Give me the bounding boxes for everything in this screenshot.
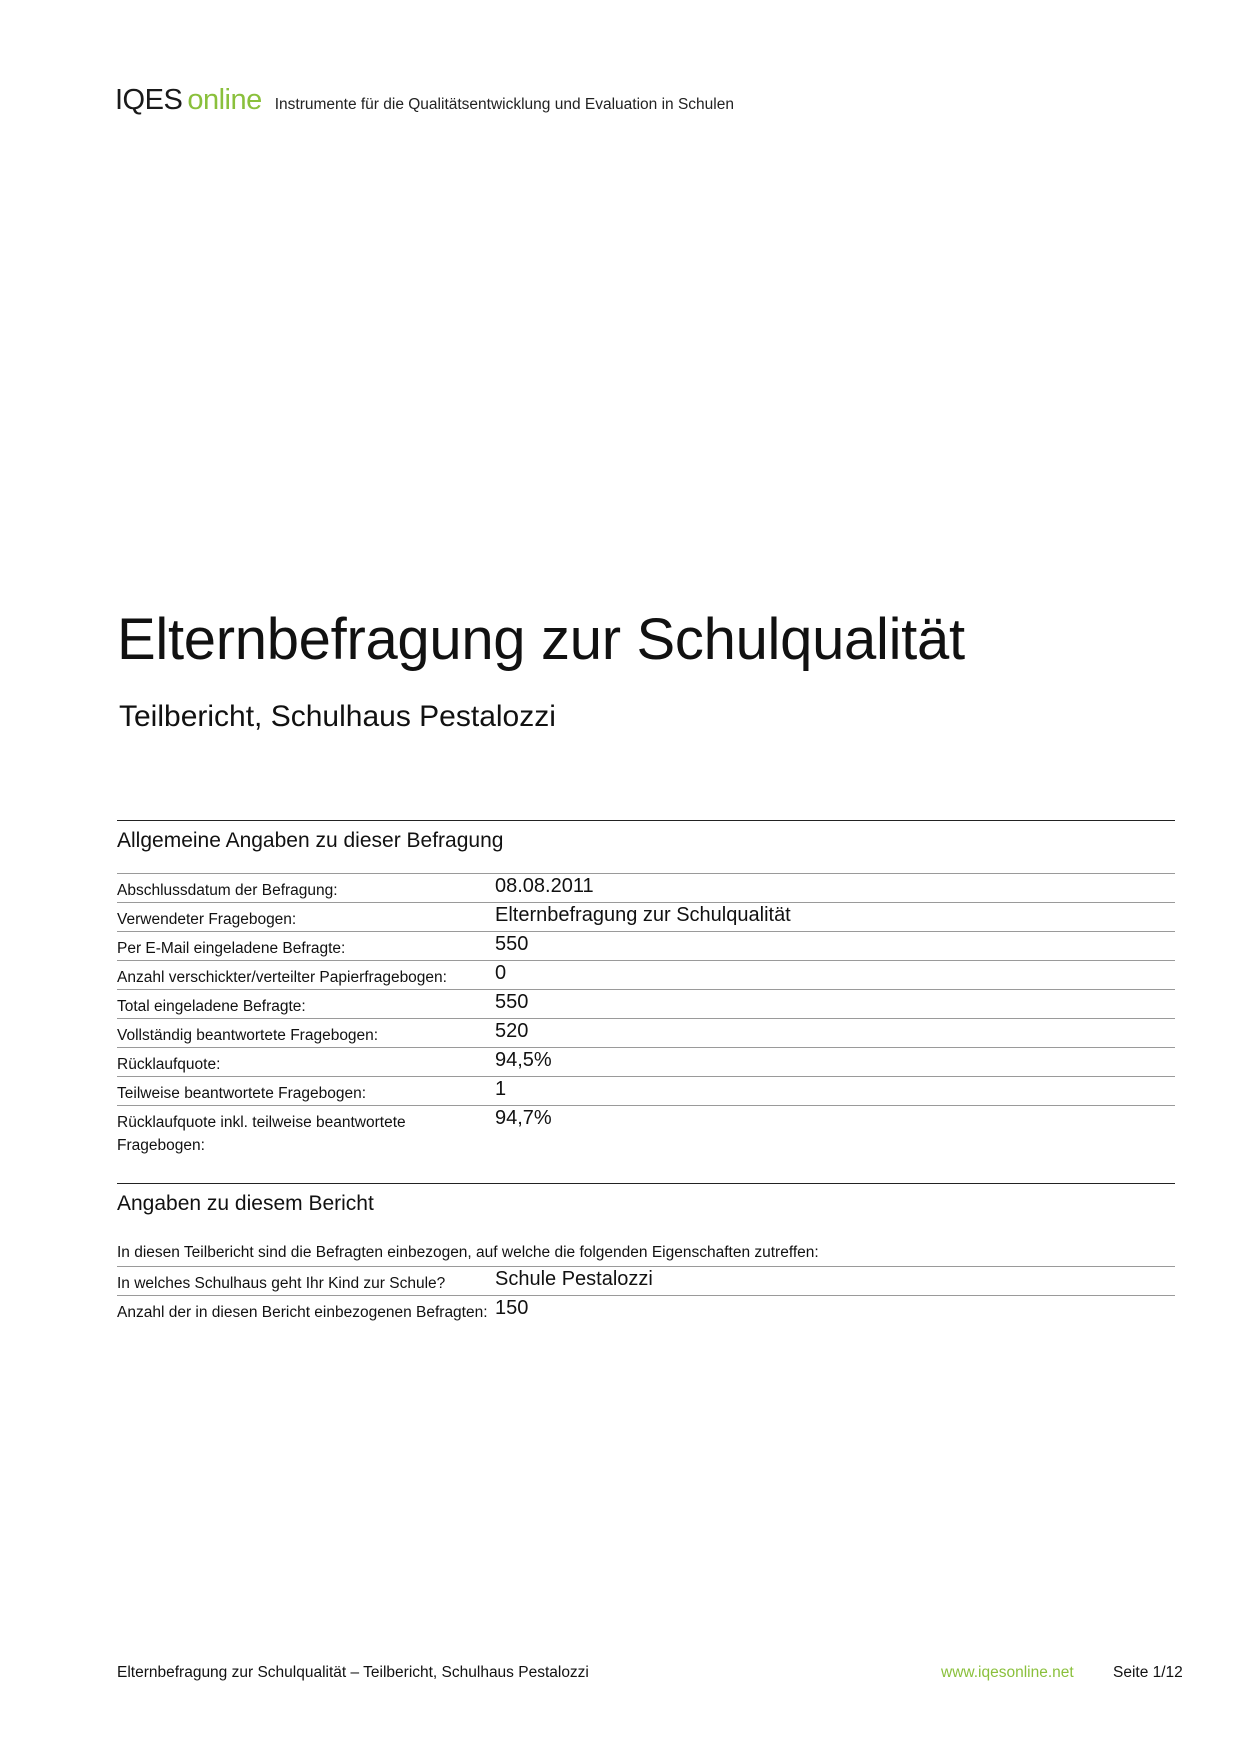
info-row-value: 94,7%: [495, 1107, 552, 1129]
info-row-value: 94,5%: [495, 1049, 552, 1071]
info-row-email-invited: [117, 931, 1175, 960]
report-info-heading: Angaben zu diesem Bericht: [117, 1192, 374, 1215]
info-row-label: Per E-Mail eingeladene Befragte:: [117, 940, 346, 957]
footer-document-title: Elternbefragung zur Schulqualität – Teilbericht, Schulhaus Pestalozzi: [117, 1664, 589, 1681]
info-row-complete-responses: [117, 1018, 1175, 1047]
info-row-response-rate: [117, 1047, 1175, 1076]
logo-iqes: IQES: [115, 84, 183, 116]
info-row-value: 520: [495, 1020, 529, 1042]
report-info-section: [117, 1183, 1175, 1352]
info-row-label: Verwendeter Fragebogen:: [117, 911, 297, 928]
general-info-heading: Allgemeine Angaben zu dieser Befragung: [117, 829, 504, 852]
report-info-intro: In diesen Teilbericht sind die Befragten einbezogen, auf welche die folgenden Eigenschaften zutreffen:: [117, 1244, 819, 1261]
info-row-value: 08.08.2011: [495, 875, 594, 897]
info-row-label: Rücklaufquote inkl. teilweise beantwortete Fragebogen:: [117, 1114, 406, 1154]
info-row-paper-questionnaires: [117, 960, 1175, 989]
info-row-value: Elternbefragung zur Schulqualität: [495, 904, 791, 926]
info-row-label: Abschlussdatum der Befragung:: [117, 882, 338, 899]
info-row-label: Anzahl verschickter/verteilter Papierfragebogen:: [117, 969, 447, 986]
report-row-label: Anzahl der in diesen Bericht einbezogenen Befragten:: [117, 1304, 488, 1321]
footer-website-link[interactable]: www.iqesonline.net: [941, 1664, 1074, 1681]
info-row-label: Vollständig beantwortete Fragebogen:: [117, 1027, 379, 1044]
info-row-value: 1: [495, 1078, 507, 1100]
info-row-label: Teilweise beantwortete Fragebogen:: [117, 1085, 367, 1102]
footer-page-number: Seite 1/12: [1113, 1664, 1183, 1681]
logo-online: online: [187, 84, 262, 116]
report-row-value: Schule Pestalozzi: [495, 1268, 653, 1290]
info-row-total-invited: [117, 989, 1175, 1018]
report-row-respondent-count: [117, 1295, 1175, 1352]
header-logo-bar: [115, 84, 734, 117]
info-row-value: 0: [495, 962, 507, 984]
info-row-label: Total eingeladene Befragte:: [117, 998, 306, 1015]
header-tagline: Instrumente für die Qualitätsentwicklung und Evaluation in Schulen: [274, 96, 734, 113]
general-info-section: [117, 820, 1175, 1162]
report-row-label: In welches Schulhaus geht Ihr Kind zur Schule?: [117, 1275, 446, 1292]
document-title: Elternbefragung zur Schulqualität: [117, 607, 965, 672]
document-subtitle: Teilbericht, Schulhaus Pestalozzi: [119, 700, 556, 733]
report-row-school-building: [117, 1266, 1175, 1295]
info-row-partial-responses: [117, 1076, 1175, 1105]
info-row-completion-date: [117, 873, 1175, 902]
info-row-value: 550: [495, 991, 529, 1013]
report-row-value: 150: [495, 1297, 529, 1319]
info-row-value: 550: [495, 933, 529, 955]
info-row-questionnaire: [117, 902, 1175, 931]
info-row-label: Rücklaufquote:: [117, 1056, 221, 1073]
info-row-response-rate-incl-partial: [117, 1105, 1175, 1162]
